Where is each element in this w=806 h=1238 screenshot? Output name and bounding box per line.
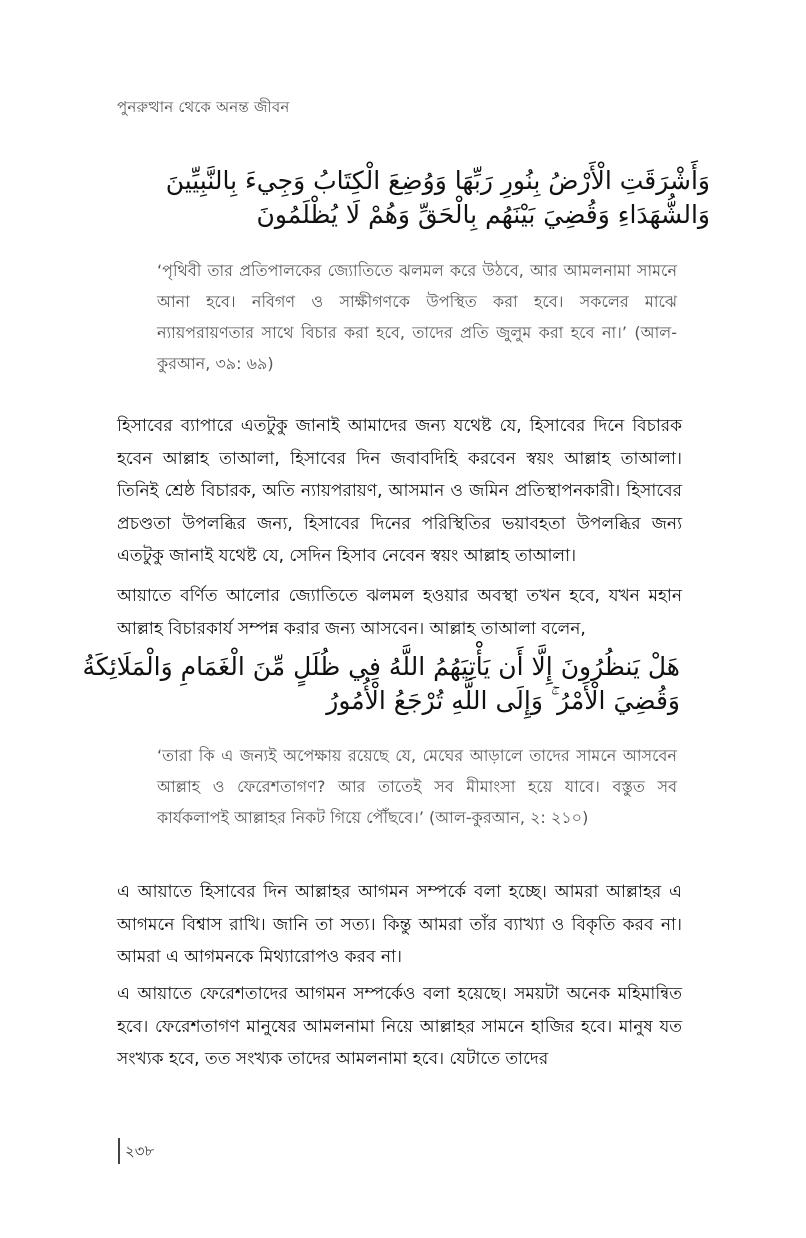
- body-paragraph: হিসাবের ব্যাপারে এতটুকু জানাই আমাদের জন্য যথেষ্ট যে, হিসাবের দিনে বিচারক হবেন আল্লাহ তাআলা, হিসাবের দিন জবাবদিহি করবেন স্বয়ং আল্লাহ তাআলা। তিনিই শ্রেষ্ঠ বিচারক, অতি ন্যায়পরায়ণ, আসমান ও জমিন প্রতিস্থাপনকারী। হিসাবের প্রচণ্ডতা উপলব্ধির জন্য, হিসাবের দিনের পরিস্থিতির ভয়াবহতা উপলব্ধির জন্য এতটুকু জানাই যথেষ্ট যে, সেদিন হিসাব নেবেন স্বয়ং আল্লাহ তাআলা।: [117, 416, 682, 566]
- arabic-line: هَلْ يَنظُرُونَ إِلَّا أَن يَأْتِيَهُمُ اللَّهُ فِي ظُلَلٍ مِّنَ الْغَمَامِ وَالْمَلَائِكَةُ: [82, 652, 680, 681]
- page-number: ২৩৮: [125, 1142, 155, 1160]
- verse-translation: ‘পৃথিবী তার প্রতিপালকের জ্যোতিতে ঝলমল করে উঠবে, আর আমলনামা সামনে আনা হবে। নবিগণ ও সাক্ষীগণকে উপস্থিত করা হবে। সকলের মাঝে ন্যায়পরায়ণতার সাথে বিচার করা হবে, তাদের প্রতি জুলুম করা হবে না।’ (আল-কুরআন, ৩৯: ৬৯): [157, 261, 677, 373]
- running-header: পুনরুত্থান থেকে অনন্ত জীবন: [117, 98, 290, 116]
- arabic-line: وَأَشْرَقَتِ الْأَرْضُ بِنُورِ رَبِّهَا وَوُضِعَ الْكِتَابُ وَجِيءَ بِالنَّبِيِّينَ: [165, 166, 710, 195]
- body-paragraph: আয়াতে বর্ণিত আলোর জ্যোতিতে ঝলমল হওয়ার অবস্থা তখন হবে, যখন মহান আল্লাহ বিচারকার্য সম্পন্ন করার জন্য আসবেন। আল্লাহ তাআলা বলেন,: [117, 586, 682, 639]
- folio-rule: [118, 1138, 120, 1164]
- quran-verse-arabic: [82, 650, 680, 718]
- arabic-line: وَقُضِيَ الْأَمْرُ ۚ وَإِلَى اللَّهِ تُرْجَعُ الْأُمُورُ: [326, 686, 680, 715]
- arabic-line: وَالشُّهَدَاءِ وَقُضِيَ بَيْنَهُم بِالْحَقِّ وَهُمْ لَا يُظْلَمُونَ: [256, 200, 710, 229]
- verse-translation: ‘তারা কি এ জন্যই অপেক্ষায় রয়েছে যে, মেঘের আড়ালে তাদের সামনে আসবেন আল্লাহ ও ফেরেশতাগণ? আর তাতেই সব মীমাংসা হয়ে যাবে। বস্তুত সব কার্যকলাপই আল্লাহর নিকট গিয়ে পৌঁছবে।’ (আল-কুরআন, ২: ২১০): [157, 746, 677, 827]
- quran-verse-arabic: [120, 164, 710, 232]
- body-paragraph: এ আয়াতে ফেরেশতাদের আগমন সম্পর্কেও বলা হয়েছে। সময়টা অনেক মহিমান্বিত হবে। ফেরেশতাগণ মানুষের আমলনামা নিয়ে আল্লাহর সামনে হাজির হবে। মানুষ যত সংখ্যক হবে, তত সংখ্যক তাদের আমলনামা হবে। যেটাতে তাদের: [117, 984, 682, 1069]
- body-paragraph: এ আয়াতে হিসাবের দিন আল্লাহর আগমন সম্পর্কে বলা হচ্ছে। আমরা আল্লাহর এ আগমনে বিশ্বাস রাখি। জানি তা সত্য। কিন্তু আমরা তাঁর ব্যাখ্যা ও বিকৃতি করব না। আমরা এ আগমনকে মিথ্যারোপও করব না।: [117, 882, 682, 967]
